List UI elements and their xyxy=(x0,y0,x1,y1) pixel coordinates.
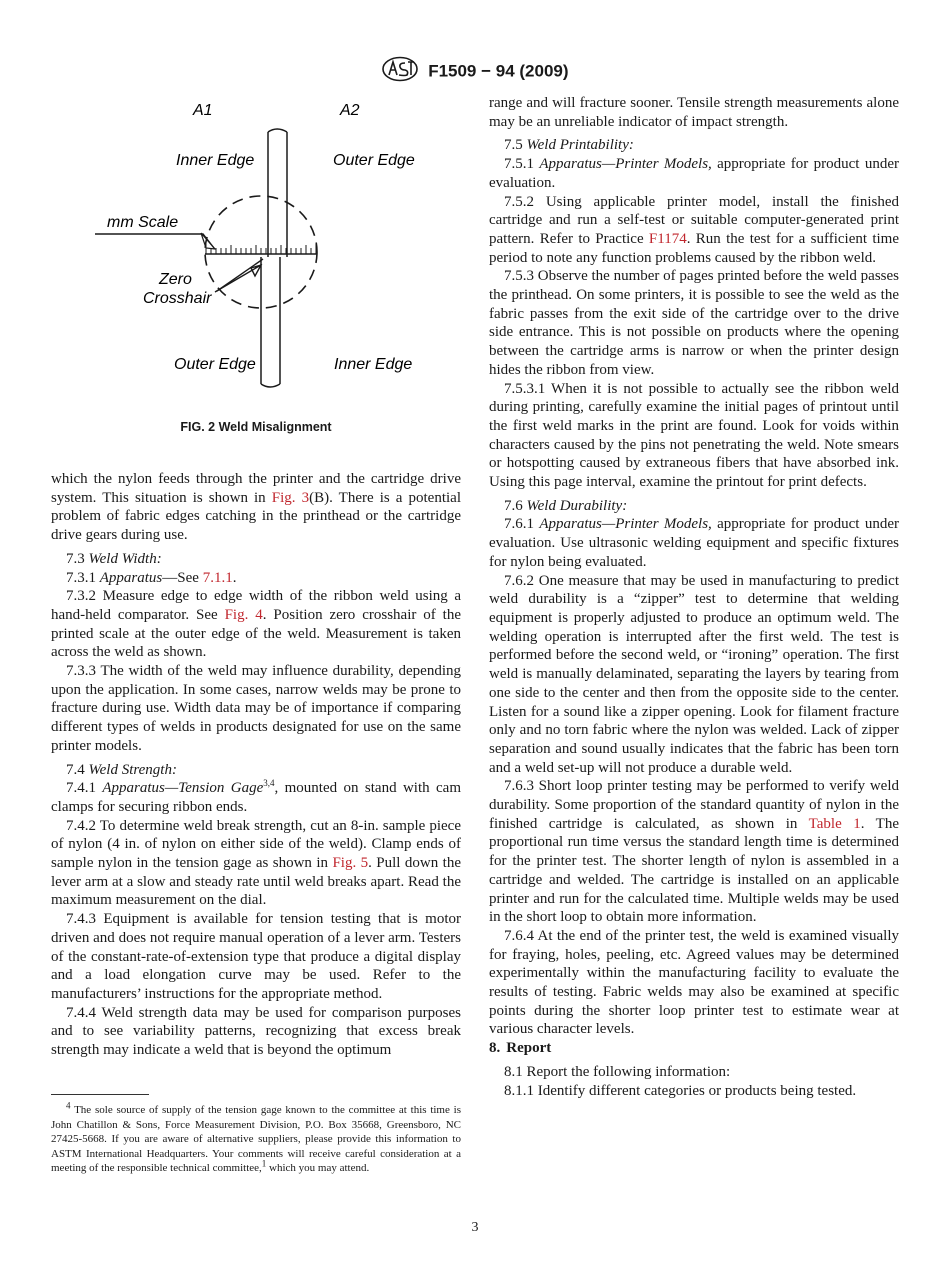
section-7-3-heading: 7.3 Weld Width: xyxy=(66,550,162,567)
mm-scale-ticks xyxy=(206,244,316,254)
fig4-link[interactable]: Fig. 4 xyxy=(224,606,263,623)
paragraph-continued-right: range and will fracture sooner. Tensile strength measurements alone may be an unreliable indicator of impact strength. xyxy=(489,95,899,130)
paragraph-8-1: 8.1 Report the following information: xyxy=(504,1063,731,1080)
footnote-divider xyxy=(51,1094,149,1095)
paragraph-7-3-3: 7.3.3 The width of the weld may influence durability, depending upon the application. In some cases, narrow welds may be prone to fracture during use. Width data may be of importance if comparing different types of welds in products designated for use on the same printer models. xyxy=(51,663,461,754)
paragraph-continued: which the nylon feeds through the printer and the cartridge drive system. This situation is shown in Fig. 3(B). There is a potential problem of fabric edges catching in the printhead or the cartridge drive gears during use. xyxy=(51,471,461,544)
table1-link[interactable]: Table 1 xyxy=(808,815,861,832)
label-crosshair: Crosshair xyxy=(143,290,212,307)
paragraph-7-5-2: 7.5.2 Using applicable printer model, install the finished cartridge and run a self-test or suitable computer-generated print pattern. Refer to Practice F1174. Run the test for a sufficient time period to note any function problems caused by the ribbon weld. xyxy=(489,193,899,266)
paragraph-7-3-2: 7.3.2 Measure edge to edge width of the ribbon weld using a hand-held comparator. See Fig. 4. Position zero crosshair of the printed scale at the outer edge of the weld. Measurement is taken across the weld as shown. xyxy=(51,588,461,661)
figure-2 xyxy=(51,92,461,434)
left-column xyxy=(51,92,461,1060)
strip-lower-end xyxy=(261,384,280,387)
paragraph-7-6-4: 7.6.4 At the end of the printer test, the weld is examined visually for fraying, holes, peeling, etc. Agreed values may be determined experimentally within the manufacturing facility to evaluate the results of testing. Fabric welds may also be examined at specific points during the shorter loop printer test to estimate wear at various character levels. xyxy=(489,927,899,1038)
astm-logo-icon xyxy=(381,56,419,87)
page-header xyxy=(0,56,950,87)
section-7-1-1-link[interactable]: 7.1.1 xyxy=(202,569,233,586)
fig3-link[interactable]: Fig. 3 xyxy=(271,489,310,506)
label-inner-edge-bottom: Inner Edge xyxy=(334,356,413,373)
footnote-4: $^4$ The sole source of supply of the tension gage known to the committee at this time is John Chatillon & Sons, Force Measurement Division, P.O. Box 35668, Greensboro, NC 27425-5668. If you are aware of alternative suppliers, please provide this information to ASTM International Headquarters. Your comments will receive careful consideration at a meeting of the responsible technical committee,$^1$ which you may attend. xyxy=(51,1100,461,1174)
paragraph-7-6-1: 7.6.1 Apparatus—Printer Models, appropriate for product under evaluation. Use ultrasonic welding equipment and specific fixtures for nylon being evaluated. xyxy=(489,516,899,570)
paragraph-7-4-1: 7.4.1 Apparatus—Tension Gage$^{3,4}$, mounted on stand with cam clamps for securing ribbon ends. xyxy=(51,778,461,815)
document-id: F1509 − 94 (2009) xyxy=(428,61,569,81)
section-8-heading: 8. Report xyxy=(489,1040,552,1057)
paragraph-8-1-1: 8.1.1 Identify different categories or products being tested. xyxy=(504,1082,857,1099)
paragraph-7-6-3: 7.6.3 Short loop printer testing may be performed to verify weld durability. Some proportion of the standard quantity of nylon in the finished cartridge is calculated, as shown in Table 1. The proportional run time versus the standard length time is determined for the printer test. The shorter length of nylon is assembled in a cartridge and welded. The cartridge is installed on an applicable printer and run for the calculated time. Multiple welds may be used in the short loop to obtain more information. xyxy=(489,778,900,926)
mm-scale-arrowhead xyxy=(201,233,215,249)
paragraph-7-6-2: 7.6.2 One measure that may be used in manufacturing to predict weld durability is a “zipper” test to determine that welding equipment is properly adjusted to produce an optimum weld. The welding operation is interrupted after the first weld. The test is performed before the second weld, or “ironing” operation. The first weld is manually delaminated, separating the layers by tearing from one side to the center and then from the opposite side to the center. Listen for a sound like a zipper opening. Look for filament fracture only and no torn fabric where the nylon was welded. Lack of zipper separation and sound usually indicates that the fabric has been torn and a weld set-up will not produce a durable weld. xyxy=(489,572,899,776)
label-outer-edge-top: Outer Edge xyxy=(333,152,415,169)
weld-misalignment-diagram xyxy=(51,92,461,422)
paragraph-7-5-3: 7.5.3 Observe the number of pages printed before the weld passes the printhead. On some printers, it is possible to see the weld as the fabric passes from the exit side of the cartridge over to the drive side entrance. This is not possible on products where the opening between the cartridge arms is narrow or when the printer design hides the ribbon from view. xyxy=(489,268,899,378)
label-zero: Zero xyxy=(159,271,192,288)
paragraph-7-5-3-1: 7.5.3.1 When it is not possible to actually see the ribbon weld during printing, carefully examine the initial pages of printout until the first weld marks in the print are found. Look for voids within characters caused by the pins not penetrating the weld. Note smears or hotspotting caused by extraneous fibers that have absorbed ink. Using this page interval, examine the printout for print defects. xyxy=(489,380,899,491)
label-outer-edge-bottom: Outer Edge xyxy=(174,356,256,373)
paragraph-7-4-3: 7.4.3 Equipment is available for tension testing that is motor driven and does not require manual operation of a lever arm. Testers of the constant-rate-of-extension type that produce a digital display and a load elongation curve may be used. Refer to the manufacturers’ instructions for the appropriate method. xyxy=(51,911,461,1002)
page-number: 3 xyxy=(471,1220,479,1235)
section-7-4-heading: 7.4 Weld Strength: xyxy=(66,761,177,778)
paragraph-7-4-2: 7.4.2 To determine weld break strength, cut an 8-in. sample piece of nylon (4 in. of nylon on either side of the weld). Clamp ends of sample nylon in the tension gage as shown in Fig. 5. Pull down the lever arm at a slow and steady rate until weld breaks apart. Read the maximum measurement on the dial. xyxy=(51,817,461,909)
strip-upper-end xyxy=(268,129,287,132)
paragraph-7-3-1: 7.3.1 Apparatus—See 7.1.1. xyxy=(66,569,237,586)
section-7-6-heading: 7.6 Weld Durability: xyxy=(504,497,628,514)
figure-caption: FIG. 2 Weld Misalignment xyxy=(180,420,332,434)
paragraph-7-4-4: 7.4.4 Weld strength data may be used for comparison purposes and to see variability patterns, recognizing that excess break strength may indicate a weld that is beyond the optimum xyxy=(51,1004,461,1059)
label-inner-edge-top: Inner Edge xyxy=(176,152,255,169)
mm-scale-leader xyxy=(95,234,214,248)
fig5-link[interactable]: Fig. 5 xyxy=(332,855,369,872)
label-mm-scale: mm Scale xyxy=(107,214,179,231)
label-a1: A1 xyxy=(193,102,213,119)
f1174-link[interactable]: F1174 xyxy=(648,230,687,247)
right-column xyxy=(489,94,899,1100)
label-a2: A2 xyxy=(340,102,360,119)
paragraph-7-5-1: 7.5.1 Apparatus—Printer Models, appropriate for product under evaluation. xyxy=(489,156,899,191)
section-7-5-heading: 7.5 Weld Printability: xyxy=(504,137,634,154)
